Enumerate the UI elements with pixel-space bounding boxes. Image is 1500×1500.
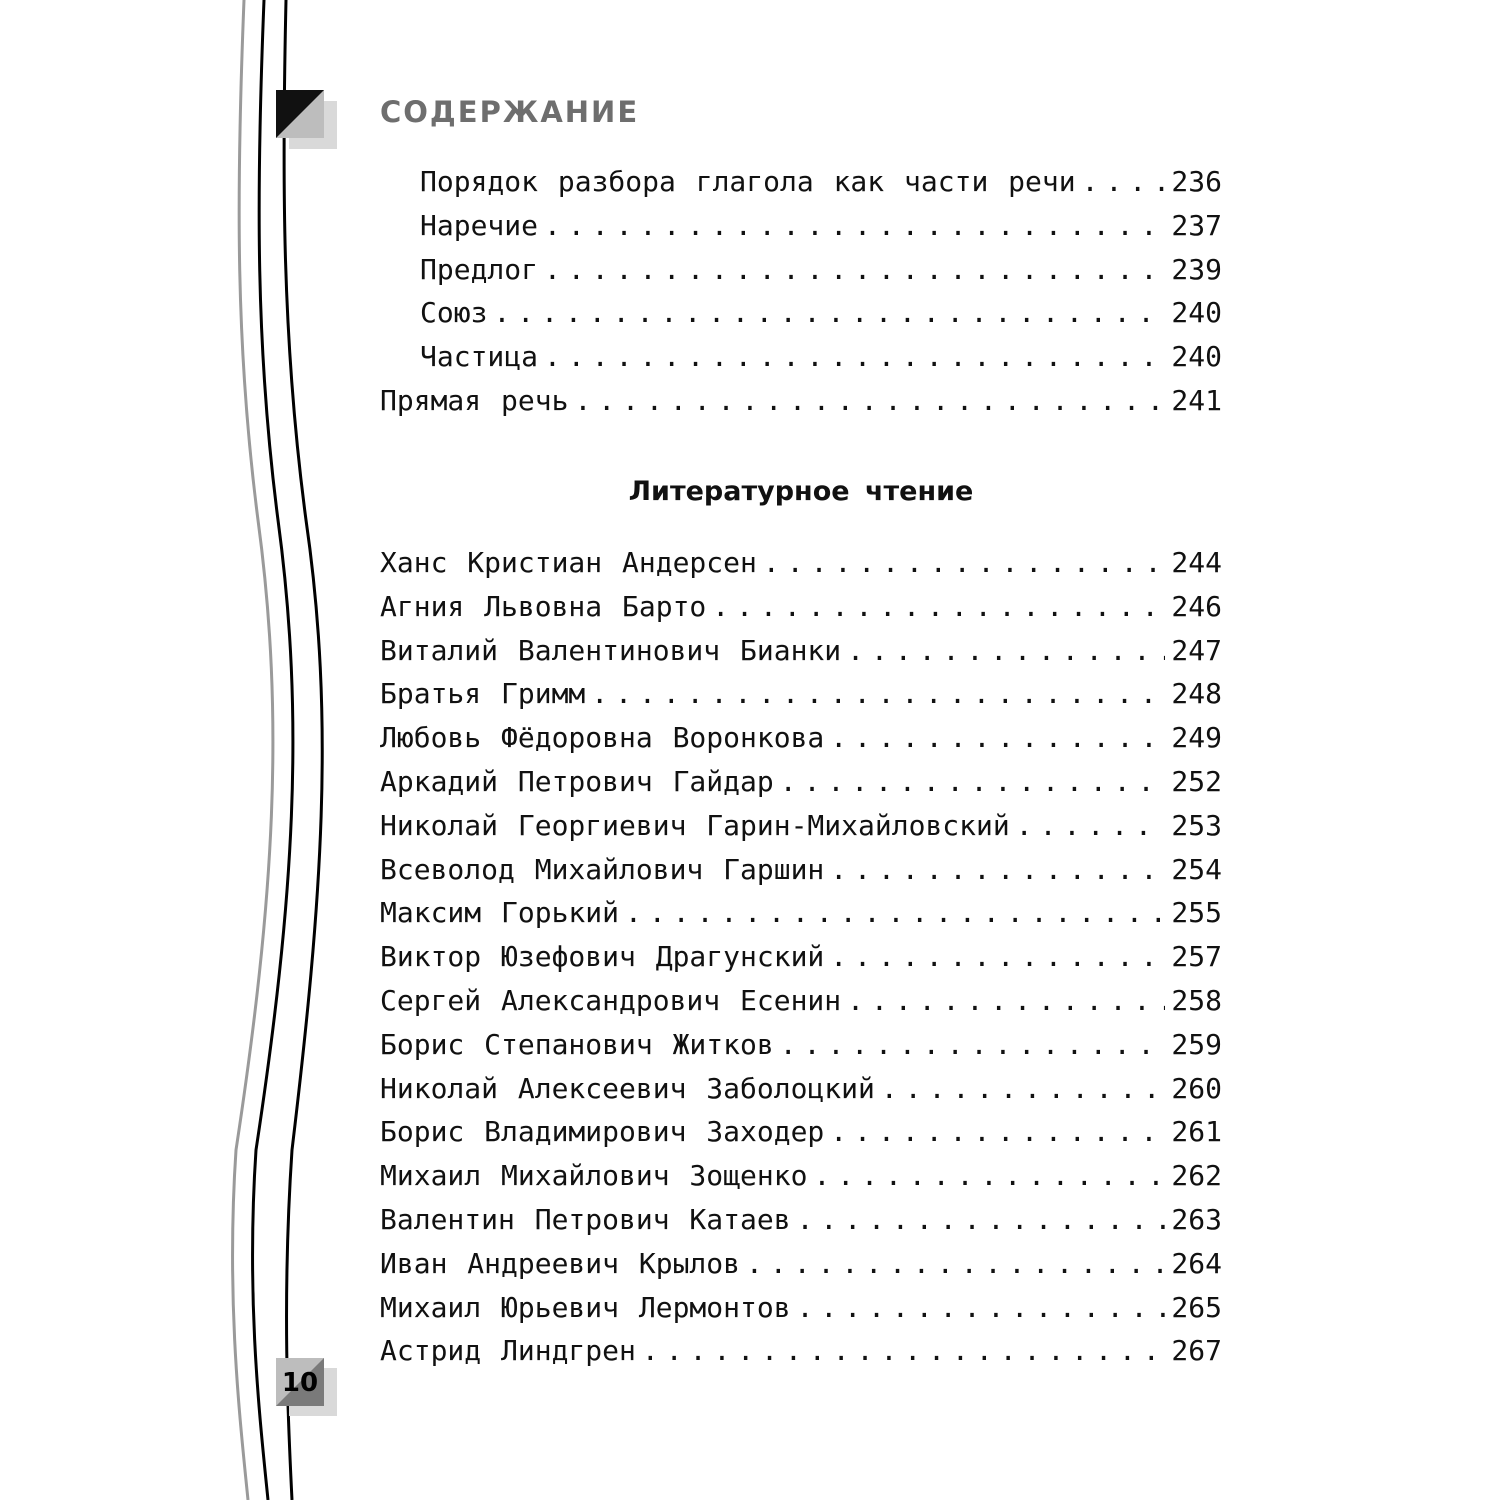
toc-entry (380, 253, 1222, 297)
literature-section-title: Литературное чтение (628, 476, 974, 507)
toc-entry-title: Валентин Петрович Катаев (380, 1202, 791, 1236)
toc-entry-title: Михаил Юрьевич Лермонтов (380, 1290, 791, 1324)
toc-entry-page: 248 (1171, 677, 1222, 711)
toc-entry-title: Союз (420, 296, 488, 330)
toc-entry (380, 1028, 1222, 1072)
toc-entry-title: Максим Горький (380, 896, 620, 930)
toc-entry (380, 340, 1222, 384)
toc-entry-title: Наречие (420, 208, 539, 242)
toc-entry-page: 252 (1171, 764, 1222, 798)
toc-entry-title: Прямая речь (380, 383, 569, 417)
dot-leader (813, 1159, 1165, 1192)
toc-entry-page: 260 (1171, 1071, 1222, 1105)
toc-entry-title: Любовь Фёдоровна Воронкова (380, 721, 825, 755)
toc-entry-page: 257 (1171, 940, 1222, 974)
dot-leader (830, 853, 1165, 886)
dot-leader (591, 677, 1165, 710)
dot-leader (1016, 809, 1166, 842)
toc-entry (380, 984, 1222, 1028)
dot-leader (625, 896, 1165, 929)
toc-entry (380, 677, 1222, 721)
toc-entry-page: 239 (1171, 252, 1222, 286)
toc-entry-title: Астрид Линдгрен (380, 1334, 636, 1368)
toc-entry (380, 1203, 1222, 1247)
grammar-entries-list (380, 165, 1222, 428)
toc-entry (380, 165, 1222, 209)
toc-entry-title: Виктор Юзефович Драгунский (380, 940, 825, 974)
toc-entry (380, 1072, 1222, 1116)
dot-leader (642, 1334, 1166, 1367)
toc-entry-page: 254 (1171, 852, 1222, 886)
toc-entry-title: Борис Владимирович Заходер (380, 1115, 825, 1149)
toc-entry (380, 634, 1222, 678)
dot-leader (544, 340, 1165, 373)
dot-leader (830, 940, 1165, 973)
toc-entry-page: 237 (1171, 208, 1222, 242)
dot-leader (544, 253, 1165, 286)
toc-entry-title: Предлог (420, 252, 539, 286)
dot-leader (797, 1291, 1166, 1324)
dot-leader (881, 1072, 1166, 1105)
toc-entry-title: Михаил Михайлович Зощенко (380, 1159, 808, 1193)
toc-entry (380, 940, 1222, 984)
dot-leader (847, 984, 1165, 1017)
toc-entry-title: Сергей Александрович Есенин (380, 983, 842, 1017)
toc-entry-page: 247 (1171, 633, 1222, 667)
dot-leader (1082, 165, 1166, 198)
dot-leader (746, 1247, 1165, 1280)
toc-entry-page: 240 (1171, 340, 1222, 374)
toc-entry (380, 765, 1222, 809)
toc-entry (380, 1334, 1222, 1378)
toc-entry-page: 259 (1171, 1027, 1222, 1061)
dot-leader (780, 1028, 1166, 1061)
dot-leader (847, 634, 1165, 667)
toc-entry-page: 265 (1171, 1290, 1222, 1324)
toc-entry-title: Ханс Кристиан Андерсен (380, 546, 757, 579)
toc-entry-title: Братья Гримм (380, 677, 586, 711)
literature-entries-list (380, 546, 1222, 1378)
contents-heading: СОДЕРЖАНИЕ (380, 95, 640, 129)
dot-leader (830, 721, 1165, 754)
toc-entry (380, 546, 1222, 590)
toc-entry-title: Порядок разбора глагола как части речи (420, 165, 1076, 198)
toc-entry-title: Виталий Валентинович Бианки (380, 633, 842, 667)
toc-entry-page: 241 (1171, 383, 1222, 417)
toc-entry-page: 246 (1171, 589, 1222, 623)
toc-entry-title: Иван Андреевич Крылов (380, 1246, 741, 1280)
toc-entry-page: 255 (1171, 896, 1222, 930)
dot-leader (712, 590, 1165, 623)
toc-entry (380, 853, 1222, 897)
dot-leader (780, 765, 1166, 798)
toc-entry-page: 267 (1171, 1334, 1222, 1368)
toc-entry (380, 809, 1222, 853)
toc-entry-title: Николай Алексеевич Заболоцкий (380, 1071, 875, 1105)
toc-entry (380, 384, 1222, 428)
toc-entry (380, 1291, 1222, 1335)
toc-entry-page: 264 (1171, 1246, 1222, 1280)
toc-entry (380, 590, 1222, 634)
toc-entry (380, 1115, 1222, 1159)
dot-leader (830, 1115, 1165, 1148)
toc-entry-title: Агния Львовна Барто (380, 589, 707, 623)
dot-leader (493, 296, 1165, 329)
toc-entry-page: 236 (1171, 165, 1222, 198)
toc-entry-title: Николай Георгиевич Гарин-Михайловский (380, 808, 1010, 842)
toc-entry-page: 262 (1171, 1159, 1222, 1193)
toc-entry-page: 249 (1171, 721, 1222, 755)
toc-entry-title: Аркадий Петрович Гайдар (380, 764, 774, 798)
toc-entry-page: 258 (1171, 983, 1222, 1017)
toc-entry-title: Частица (420, 340, 539, 374)
toc-entry-page: 261 (1171, 1115, 1222, 1149)
toc-entry-page: 253 (1171, 808, 1222, 842)
toc-entry-page: 240 (1171, 296, 1222, 330)
dot-leader (763, 546, 1166, 579)
toc-entry (380, 296, 1222, 340)
dot-leader (574, 384, 1165, 417)
toc-entry-page: 244 (1171, 546, 1222, 579)
toc-entry (380, 209, 1222, 253)
toc-entry-page: 263 (1171, 1202, 1222, 1236)
toc-entry (380, 1247, 1222, 1291)
toc-entry-title: Всеволод Михайлович Гаршин (380, 852, 825, 886)
toc-entry (380, 721, 1222, 765)
dot-leader (544, 209, 1165, 242)
toc-entry-title: Борис Степанович Житков (380, 1027, 774, 1061)
dot-leader (797, 1203, 1166, 1236)
page-number: 10 (281, 1368, 319, 1398)
toc-entry (380, 896, 1222, 940)
toc-entry (380, 1159, 1222, 1203)
